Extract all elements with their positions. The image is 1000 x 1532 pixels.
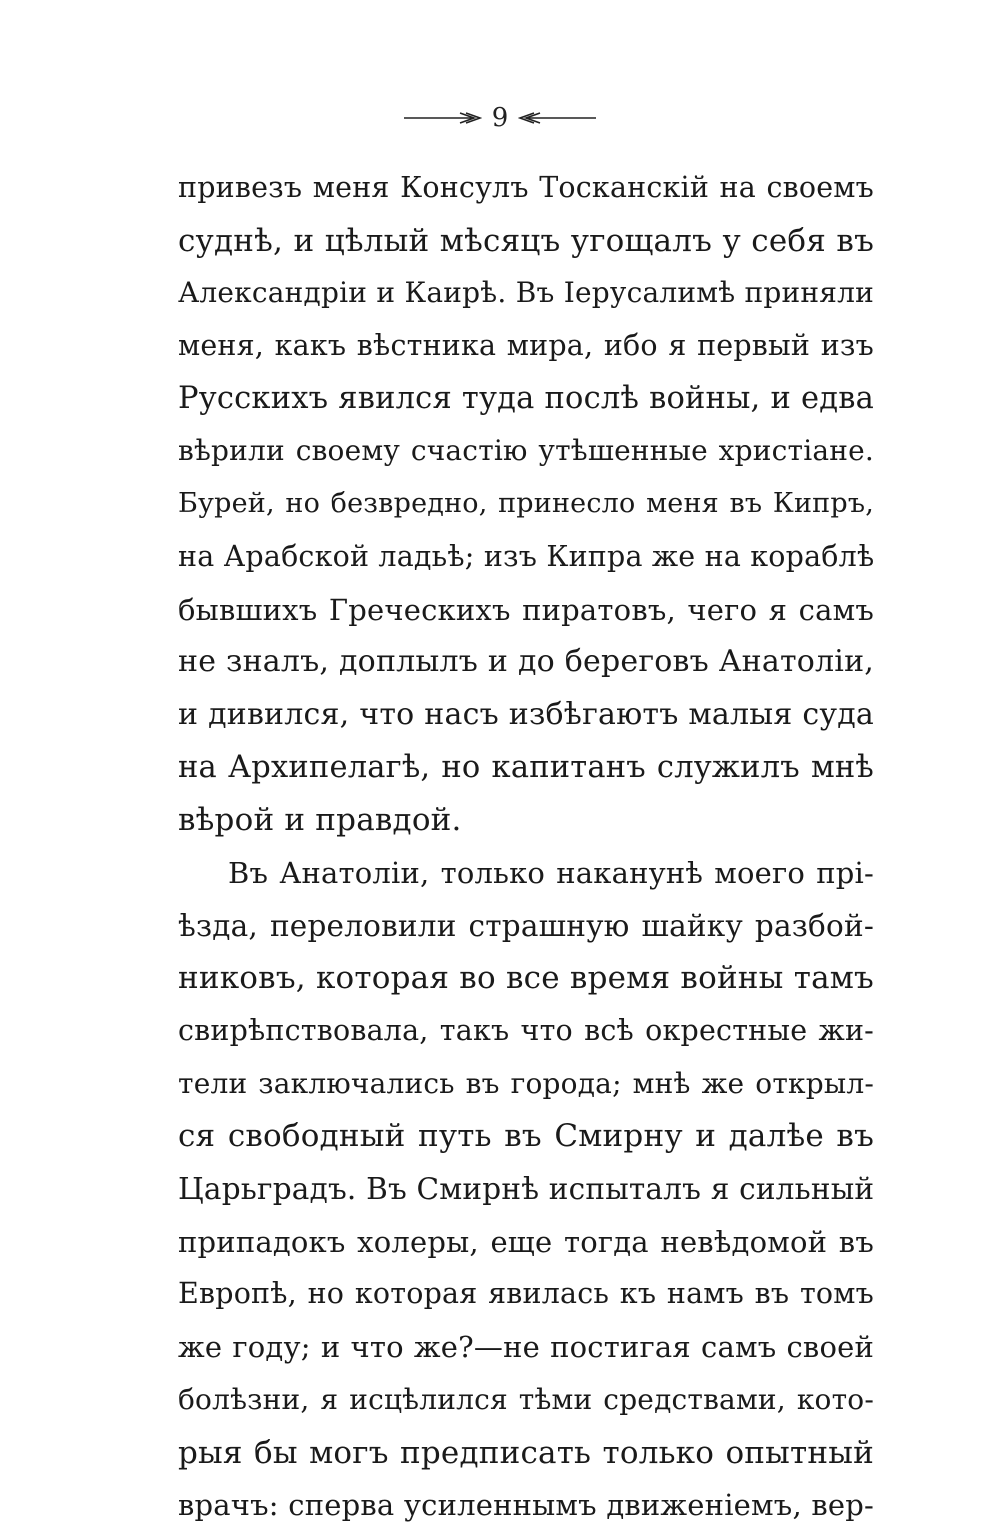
text-line: Русскихъ явился туда послѣ войны, и едва bbox=[178, 380, 874, 416]
text-line: Царьградъ. Въ Смирнѣ испыталъ я сильный bbox=[178, 1172, 875, 1207]
text-line: рыя бы могъ предписать только опытный bbox=[178, 1434, 874, 1471]
text-line: Александріи и Каирѣ. Въ Іерусалимѣ приняли bbox=[178, 276, 874, 310]
text-line: свирѣпствовала, такъ что всѣ окрестные жи- bbox=[178, 1014, 874, 1047]
text-line: Бурей, но безвредно, принесло меня въ Кипръ, bbox=[178, 488, 874, 520]
text-line: Въ Анатоліи, только наканунѣ моего прі- bbox=[228, 855, 874, 890]
text-line: не зналъ, доплылъ и до береговъ Анатоліи, bbox=[178, 644, 874, 680]
text-line: припадокъ холеры, еще тогда невѣдомой въ bbox=[178, 1224, 874, 1259]
page-number: 9 bbox=[491, 103, 509, 133]
page-header bbox=[0, 98, 1000, 138]
text-line: тели заключались въ города; мнѣ же открыл- bbox=[178, 1066, 874, 1100]
text-line: вѣрили своему счастію утѣшенные христіане. bbox=[178, 434, 874, 468]
text-line: на Арабской ладьѣ; изъ Кипра же на кораблѣ bbox=[178, 539, 875, 573]
paragraph-2 bbox=[178, 847, 874, 1532]
text-line: Европѣ, но которая явилась къ намъ въ томъ bbox=[178, 1277, 874, 1311]
text-line: же году; и что же?—не постигая самъ своей bbox=[178, 1330, 874, 1365]
text-line: меня, какъ вѣстника мира, ибо я первый изъ bbox=[178, 329, 874, 363]
text-line: ѣзда, переловили страшную шайку разбой- bbox=[178, 908, 874, 943]
text-line: ся свободный путь въ Смирну и далѣе въ bbox=[178, 1118, 874, 1155]
text-line: привезъ меня Консулъ Тосканскій на своемъ bbox=[178, 171, 874, 204]
text-line: никовъ, которая во все время войны тамъ bbox=[178, 960, 874, 997]
text-line: на Архипелагѣ, но капитанъ служилъ мнѣ bbox=[178, 749, 874, 785]
text-line: вѣрой и правдой. bbox=[178, 802, 462, 839]
text-line: болѣзни, я исцѣлился тѣми средствами, кото- bbox=[178, 1382, 874, 1416]
text-line: и дивился, что насъ избѣгаютъ малыя суда bbox=[178, 696, 874, 732]
right-arrow-ornament-icon bbox=[518, 110, 598, 126]
left-arrow-ornament-icon bbox=[402, 110, 482, 126]
text-line: суднѣ, и цѣлый мѣсяцъ угощалъ у себя въ bbox=[178, 222, 874, 259]
paragraph-1 bbox=[178, 162, 874, 847]
text-line: бывшихъ Греческихъ пиратовъ, чего я самъ bbox=[178, 592, 874, 627]
page-body-text bbox=[178, 162, 874, 1532]
text-line: врачъ: сперва усиленнымъ движеніемъ, вер- bbox=[178, 1488, 874, 1523]
